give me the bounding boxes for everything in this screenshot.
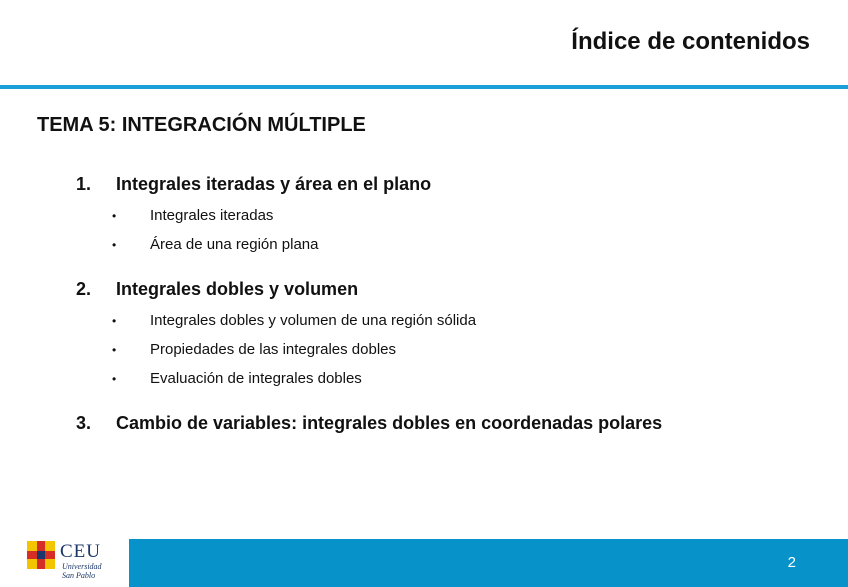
list-item-label: Propiedades de las integrales dobles (150, 341, 396, 358)
bullet-icon: • (112, 237, 117, 252)
header-divider (0, 85, 848, 89)
subitem-list (76, 201, 431, 259)
list-item-label: Integrales dobles y volumen de una región sólida (150, 312, 477, 329)
bullet-icon: • (112, 313, 117, 328)
logo-subtitle (62, 562, 102, 580)
list-item-label: Evaluación de integrales dobles (150, 370, 362, 387)
section-2 (76, 276, 476, 393)
section-title: Integrales iteradas y área en el plano (116, 173, 432, 194)
logo-subtitle-line: San Pablo (62, 571, 96, 580)
list-item (76, 364, 476, 393)
page-number: 2 (787, 554, 796, 571)
logo-wordmark: CEU (60, 541, 101, 562)
section-1 (76, 171, 431, 259)
section-number: 3. (76, 412, 92, 433)
list-item (76, 230, 431, 259)
ceu-cross-icon (26, 538, 56, 572)
section-number: 2. (76, 278, 92, 299)
list-item-label: Integrales iteradas (150, 207, 274, 224)
section-title: Cambio de variables: integrales dobles en coordenadas polares (116, 412, 663, 433)
list-item (76, 306, 476, 335)
subitem-list (76, 306, 476, 393)
section-title: Integrales dobles y volumen (116, 278, 359, 299)
topic-title: TEMA 5: INTEGRACIÓN MÚLTIPLE (37, 114, 366, 136)
list-item-label: Área de una región plana (150, 236, 319, 253)
bullet-icon: • (112, 208, 117, 223)
list-item (76, 335, 476, 364)
section-heading (76, 276, 476, 302)
section-heading (76, 171, 431, 197)
bullet-icon: • (112, 342, 117, 357)
bullet-icon: • (112, 371, 117, 386)
list-item (76, 201, 431, 230)
logo-subtitle-line: Universidad (62, 562, 102, 571)
ceu-logo (26, 538, 126, 584)
footer-bar (129, 539, 848, 587)
section-number: 1. (76, 173, 92, 194)
section-heading (76, 410, 662, 436)
section-3 (76, 410, 662, 436)
page-title: Índice de contenidos (571, 28, 810, 55)
